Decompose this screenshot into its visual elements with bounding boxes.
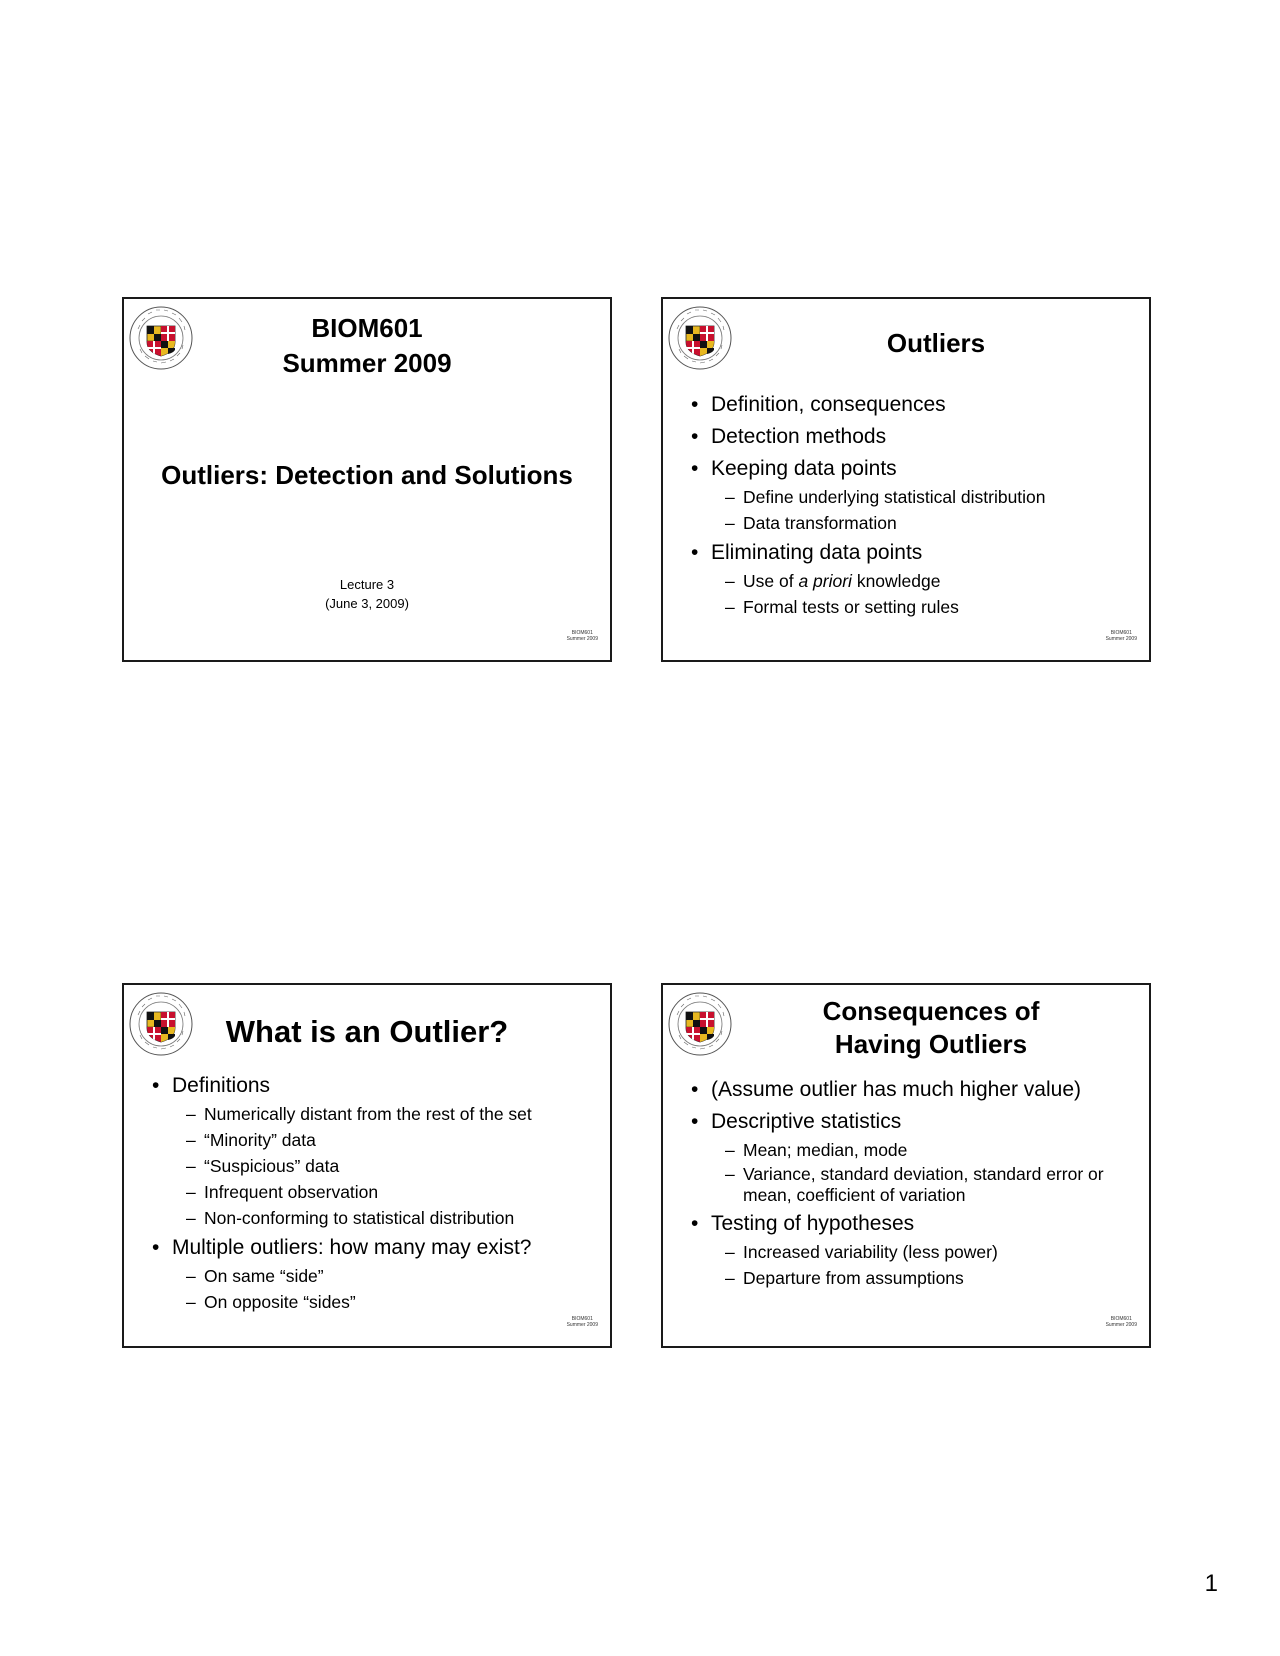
sub-bullet-item: – Variance, standard deviation, standard error or mean, coefficient of variation	[725, 1164, 1104, 1205]
sub-bullet-item: – On opposite “sides”	[186, 1292, 356, 1312]
sub-bullet-item: – Numerically distant from the rest of the set	[186, 1104, 532, 1124]
sub-bullet-item: – Departure from assumptions	[725, 1268, 964, 1288]
slide-consequences	[661, 983, 1151, 1348]
slide-title: Outliers	[886, 328, 986, 358]
course-heading	[124, 311, 610, 381]
lecture-number: Lecture 3	[339, 577, 395, 592]
slide-title: What is an Outlier?	[225, 1014, 509, 1049]
slide-title: Consequences of Having Outliers	[822, 996, 1040, 1059]
course-code: BIOM601	[311, 313, 423, 343]
slide-footer: BIOM601 Summer 2009	[566, 630, 598, 642]
sub-bullet-item: – Data transformation	[725, 513, 897, 533]
bullet-item: • Definition, consequences	[691, 391, 1139, 419]
slide-footer: BIOM601 Summer 2009	[566, 1316, 598, 1328]
bullet-item: • Testing of hypotheses	[691, 1210, 1139, 1238]
sub-bullet-item: – Formal tests or setting rules	[725, 597, 959, 617]
sub-bullet-item: – Mean; median, mode	[725, 1140, 908, 1160]
sub-bullet-item: – Non-conforming to statistical distribution	[186, 1208, 515, 1228]
page-number: 1	[1204, 1570, 1218, 1597]
bullet-item: • Descriptive statistics	[691, 1108, 1139, 1136]
bullet-item: • Multiple outliers: how many may exist?	[152, 1234, 600, 1262]
bullet-list	[691, 1072, 1139, 1290]
sub-bullet-item: – Infrequent observation	[186, 1182, 379, 1202]
sub-bullet-item: – Use of a priori knowledge	[725, 571, 941, 591]
bullet-item: • Keeping data points	[691, 455, 1139, 483]
sub-bullet-item: – On same “side”	[186, 1266, 324, 1286]
bullet-list	[691, 387, 1139, 619]
bullet-item: • Detection methods	[691, 423, 1139, 451]
slide-title	[122, 297, 612, 662]
bullet-item: • Definitions	[152, 1072, 600, 1100]
slide-footer: BIOM601 Summer 2009	[1105, 630, 1137, 642]
sub-bullet-item: – Define underlying statistical distribution	[725, 487, 1046, 507]
bullet-item: • (Assume outlier has much higher value)	[691, 1076, 1139, 1104]
slide-what-is-outlier	[122, 983, 612, 1348]
slide-outliers-overview	[661, 297, 1151, 662]
bullet-item: • Eliminating data points	[691, 539, 1139, 567]
lecture-title: Outliers: Detection and Solutions	[161, 460, 573, 490]
bullet-list	[152, 1068, 600, 1314]
course-term: Summer 2009	[282, 348, 452, 378]
slide-footer: BIOM601 Summer 2009	[1105, 1316, 1137, 1328]
sub-bullet-item: – Increased variability (less power)	[725, 1242, 998, 1262]
sub-bullet-item: – “Minority” data	[186, 1130, 316, 1150]
lecture-date: (June 3, 2009)	[325, 596, 409, 611]
sub-bullet-item: – “Suspicious” data	[186, 1156, 340, 1176]
lecture-info	[124, 575, 610, 613]
